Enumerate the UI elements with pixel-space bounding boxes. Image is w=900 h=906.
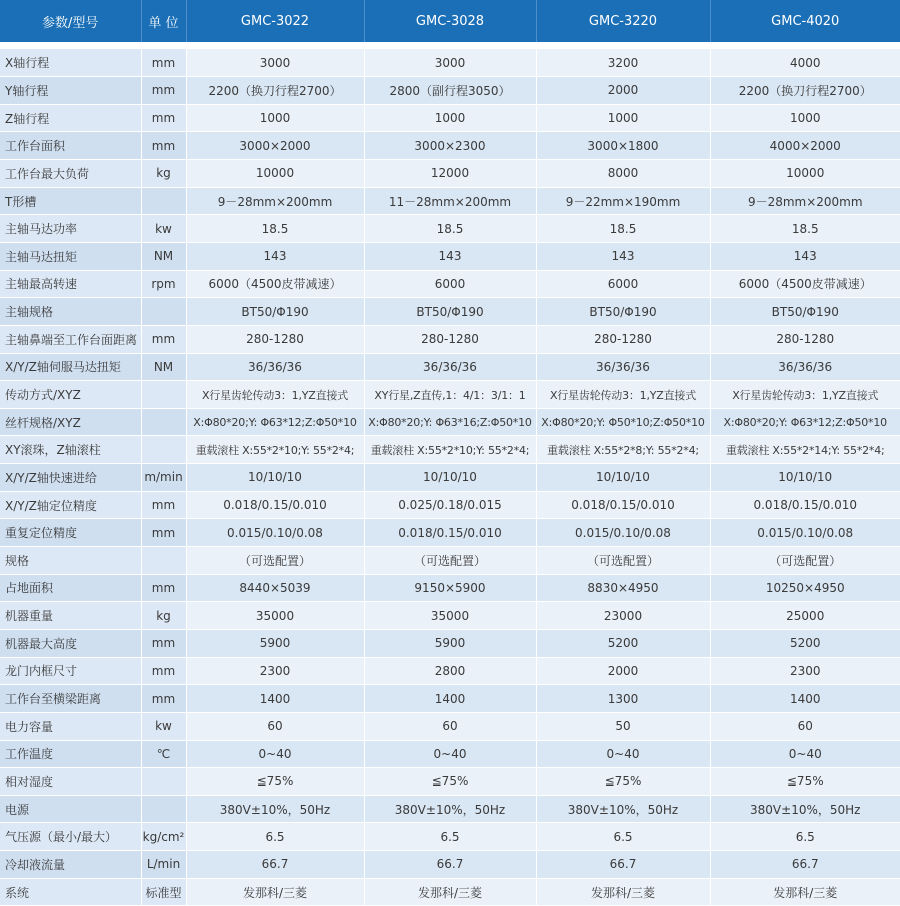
param-cell: 规格 <box>0 547 141 575</box>
value-cell-model-1: 66.7 <box>186 851 364 879</box>
value-cell-model-2: 3000 <box>364 49 536 77</box>
unit-cell: L/min <box>141 851 186 879</box>
table-row <box>0 519 900 547</box>
value-cell-model-2: 0~40 <box>364 740 536 768</box>
value-cell-model-3: 6.5 <box>536 823 710 851</box>
header-model-4: GMC-4020 <box>710 0 900 42</box>
value-cell-model-2: 1000 <box>364 104 536 132</box>
unit-cell: kg/cm² <box>141 823 186 851</box>
unit-cell: ℃ <box>141 740 186 768</box>
value-cell-model-3: 1300 <box>536 685 710 713</box>
value-cell-model-2: XY行星,Z直传,1：4/1：3/1：1 <box>364 381 536 409</box>
value-cell-model-1: 2200（换刀行程2700） <box>186 77 364 105</box>
unit-cell: mm <box>141 77 186 105</box>
value-cell-model-2: 3000×2300 <box>364 132 536 160</box>
table-row <box>0 657 900 685</box>
header-model-3: GMC-3220 <box>536 0 710 42</box>
param-cell: 电力容量 <box>0 712 141 740</box>
value-cell-model-2: 发那科/三菱 <box>364 878 536 906</box>
value-cell-model-2: 143 <box>364 242 536 270</box>
param-cell: 主轴最高转速 <box>0 270 141 298</box>
param-cell: 工作温度 <box>0 740 141 768</box>
param-cell: 传动方式/XYZ <box>0 381 141 409</box>
value-cell-model-3: 0.018/0.15/0.010 <box>536 491 710 519</box>
value-cell-model-3: X:Φ80*20;Y: Φ50*10;Z:Φ50*10 <box>536 408 710 436</box>
value-cell-model-1: 8440×5039 <box>186 574 364 602</box>
value-cell-model-4: 1000 <box>710 104 900 132</box>
param-cell: 主轴马达功率 <box>0 215 141 243</box>
value-cell-model-3: 5200 <box>536 629 710 657</box>
param-cell: Y轴行程 <box>0 77 141 105</box>
unit-cell <box>141 547 186 575</box>
value-cell-model-1: 3000 <box>186 49 364 77</box>
value-cell-model-3: 23000 <box>536 602 710 630</box>
unit-cell: mm <box>141 657 186 685</box>
value-cell-model-3: 8830×4950 <box>536 574 710 602</box>
table-header <box>0 0 900 42</box>
value-cell-model-4: 36/36/36 <box>710 353 900 381</box>
param-cell: 工作台面积 <box>0 132 141 160</box>
unit-cell: kw <box>141 215 186 243</box>
param-cell: 冷却液流量 <box>0 851 141 879</box>
value-cell-model-3: 6000 <box>536 270 710 298</box>
value-cell-model-2: 0.025/0.18/0.015 <box>364 491 536 519</box>
value-cell-model-2: 重载滚柱 X:55*2*10;Y: 55*2*4; <box>364 436 536 464</box>
table-row <box>0 436 900 464</box>
param-cell: X轴行程 <box>0 49 141 77</box>
table-row <box>0 491 900 519</box>
value-cell-model-3: 143 <box>536 242 710 270</box>
value-cell-model-2: 12000 <box>364 160 536 188</box>
param-cell: 主轴马达扭矩 <box>0 242 141 270</box>
value-cell-model-4: ≦75% <box>710 768 900 796</box>
value-cell-model-2: 66.7 <box>364 851 536 879</box>
table-row <box>0 712 900 740</box>
value-cell-model-1: 2300 <box>186 657 364 685</box>
table-row <box>0 242 900 270</box>
value-cell-model-2: 18.5 <box>364 215 536 243</box>
value-cell-model-4: 2200（换刀行程2700） <box>710 77 900 105</box>
value-cell-model-3: 重载滚柱 X:55*2*8;Y: 55*2*4; <box>536 436 710 464</box>
value-cell-model-2: 9150×5900 <box>364 574 536 602</box>
value-cell-model-4: 4000 <box>710 49 900 77</box>
table-row <box>0 685 900 713</box>
table-row <box>0 823 900 851</box>
param-cell: 气压源（最小/最大） <box>0 823 141 851</box>
unit-cell <box>141 436 186 464</box>
value-cell-model-1: 6000（4500皮带减速） <box>186 270 364 298</box>
value-cell-model-2: 5900 <box>364 629 536 657</box>
value-cell-model-4: 10000 <box>710 160 900 188</box>
value-cell-model-2: 280-1280 <box>364 325 536 353</box>
table-row <box>0 851 900 879</box>
value-cell-model-3: 2000 <box>536 77 710 105</box>
value-cell-model-3: 280-1280 <box>536 325 710 353</box>
param-cell: X/Y/Z轴定位精度 <box>0 491 141 519</box>
param-cell: Z轴行程 <box>0 104 141 132</box>
param-cell: 电源 <box>0 795 141 823</box>
table-row <box>0 270 900 298</box>
value-cell-model-4: 60 <box>710 712 900 740</box>
table-row <box>0 298 900 326</box>
table-body <box>0 42 900 906</box>
value-cell-model-1: X行星齿轮传动3：1,YZ直接式 <box>186 381 364 409</box>
value-cell-model-1: 60 <box>186 712 364 740</box>
value-cell-model-4: 380V±10%，50Hz <box>710 795 900 823</box>
value-cell-model-3: X行星齿轮传动3：1,YZ直接式 <box>536 381 710 409</box>
value-cell-model-1: 0~40 <box>186 740 364 768</box>
value-cell-model-2: 10/10/10 <box>364 464 536 492</box>
value-cell-model-3: 发那科/三菱 <box>536 878 710 906</box>
header-model-1: GMC-3022 <box>186 0 364 42</box>
value-cell-model-3: 0.015/0.10/0.08 <box>536 519 710 547</box>
table-row <box>0 574 900 602</box>
value-cell-model-4: 0~40 <box>710 740 900 768</box>
value-cell-model-3: 10/10/10 <box>536 464 710 492</box>
value-cell-model-4: 25000 <box>710 602 900 630</box>
table-row <box>0 740 900 768</box>
unit-cell: mm <box>141 491 186 519</box>
value-cell-model-3: 9－22mm×190mm <box>536 187 710 215</box>
table-row <box>0 325 900 353</box>
header-gap <box>0 42 900 49</box>
unit-cell: m/min <box>141 464 186 492</box>
value-cell-model-1: 36/36/36 <box>186 353 364 381</box>
value-cell-model-3: 8000 <box>536 160 710 188</box>
table-row <box>0 629 900 657</box>
unit-cell <box>141 381 186 409</box>
value-cell-model-4: 0.018/0.15/0.010 <box>710 491 900 519</box>
value-cell-model-1: 6.5 <box>186 823 364 851</box>
value-cell-model-1: 380V±10%，50Hz <box>186 795 364 823</box>
header-param: 参数/型号 <box>0 0 141 42</box>
param-cell: 主轴鼻端至工作台面距离 <box>0 325 141 353</box>
value-cell-model-4: 9－28mm×200mm <box>710 187 900 215</box>
value-cell-model-1: 1400 <box>186 685 364 713</box>
table-row <box>0 132 900 160</box>
table-row <box>0 878 900 906</box>
value-cell-model-3: 36/36/36 <box>536 353 710 381</box>
value-cell-model-2: 60 <box>364 712 536 740</box>
value-cell-model-3: 0~40 <box>536 740 710 768</box>
unit-cell: NM <box>141 242 186 270</box>
value-cell-model-2: BT50/Φ190 <box>364 298 536 326</box>
table-row <box>0 547 900 575</box>
unit-cell: mm <box>141 574 186 602</box>
value-cell-model-3: 3000×1800 <box>536 132 710 160</box>
param-cell: T形槽 <box>0 187 141 215</box>
table-row <box>0 602 900 630</box>
table-row <box>0 77 900 105</box>
value-cell-model-2: 11－28mm×200mm <box>364 187 536 215</box>
value-cell-model-1: 重载滚柱 X:55*2*10;Y: 55*2*4; <box>186 436 364 464</box>
value-cell-model-4: 2300 <box>710 657 900 685</box>
value-cell-model-2: 2800（副行程3050） <box>364 77 536 105</box>
value-cell-model-4: 1400 <box>710 685 900 713</box>
unit-cell <box>141 408 186 436</box>
value-cell-model-4: X:Φ80*20;Y: Φ63*12;Z:Φ50*10 <box>710 408 900 436</box>
unit-cell <box>141 795 186 823</box>
value-cell-model-2: 36/36/36 <box>364 353 536 381</box>
value-cell-model-3: 380V±10%，50Hz <box>536 795 710 823</box>
table-row <box>0 768 900 796</box>
header-model-2: GMC-3028 <box>364 0 536 42</box>
unit-cell: mm <box>141 132 186 160</box>
value-cell-model-4: 6000（4500皮带减速） <box>710 270 900 298</box>
value-cell-model-1: 10000 <box>186 160 364 188</box>
unit-cell: 标准型 <box>141 878 186 906</box>
unit-cell: mm <box>141 325 186 353</box>
value-cell-model-1: 280-1280 <box>186 325 364 353</box>
value-cell-model-4: 重载滚柱 X:55*2*14;Y: 55*2*4; <box>710 436 900 464</box>
table-row <box>0 187 900 215</box>
value-cell-model-1: 发那科/三菱 <box>186 878 364 906</box>
value-cell-model-1: 18.5 <box>186 215 364 243</box>
value-cell-model-4: 10250×4950 <box>710 574 900 602</box>
value-cell-model-2: （可选配置） <box>364 547 536 575</box>
table-row <box>0 215 900 243</box>
value-cell-model-2: ≦75% <box>364 768 536 796</box>
param-cell: 机器重量 <box>0 602 141 630</box>
param-cell: XY滚珠，Z轴滚柱 <box>0 436 141 464</box>
value-cell-model-1: ≦75% <box>186 768 364 796</box>
value-cell-model-4: BT50/Φ190 <box>710 298 900 326</box>
param-cell: 系统 <box>0 878 141 906</box>
unit-cell: mm <box>141 519 186 547</box>
value-cell-model-3: 50 <box>536 712 710 740</box>
table-row <box>0 160 900 188</box>
unit-cell <box>141 187 186 215</box>
value-cell-model-1: 0.018/0.15/0.010 <box>186 491 364 519</box>
value-cell-model-2: 35000 <box>364 602 536 630</box>
table-row <box>0 104 900 132</box>
value-cell-model-3: 18.5 <box>536 215 710 243</box>
unit-cell: mm <box>141 685 186 713</box>
unit-cell: kw <box>141 712 186 740</box>
table-row <box>0 795 900 823</box>
table-row <box>0 408 900 436</box>
value-cell-model-4: 发那科/三菱 <box>710 878 900 906</box>
param-cell: 工作台至横梁距离 <box>0 685 141 713</box>
param-cell: 丝杆规格/XYZ <box>0 408 141 436</box>
value-cell-model-2: 2800 <box>364 657 536 685</box>
value-cell-model-3: BT50/Φ190 <box>536 298 710 326</box>
value-cell-model-4: 18.5 <box>710 215 900 243</box>
value-cell-model-4: 6.5 <box>710 823 900 851</box>
unit-cell: kg <box>141 602 186 630</box>
param-cell: 龙门内框尺寸 <box>0 657 141 685</box>
value-cell-model-4: 10/10/10 <box>710 464 900 492</box>
value-cell-model-2: 0.018/0.15/0.010 <box>364 519 536 547</box>
table-row <box>0 49 900 77</box>
param-cell: 机器最大高度 <box>0 629 141 657</box>
value-cell-model-1: 3000×2000 <box>186 132 364 160</box>
value-cell-model-1: BT50/Φ190 <box>186 298 364 326</box>
value-cell-model-4: 0.015/0.10/0.08 <box>710 519 900 547</box>
unit-cell: NM <box>141 353 186 381</box>
value-cell-model-2: 6.5 <box>364 823 536 851</box>
value-cell-model-4: 5200 <box>710 629 900 657</box>
unit-cell: mm <box>141 49 186 77</box>
unit-cell: kg <box>141 160 186 188</box>
value-cell-model-4: X行星齿轮传动3：1,YZ直接式 <box>710 381 900 409</box>
value-cell-model-1: 0.015/0.10/0.08 <box>186 519 364 547</box>
header-unit: 单 位 <box>141 0 186 42</box>
value-cell-model-1: 35000 <box>186 602 364 630</box>
value-cell-model-4: 280-1280 <box>710 325 900 353</box>
value-cell-model-3: 66.7 <box>536 851 710 879</box>
value-cell-model-1: 9－28mm×200mm <box>186 187 364 215</box>
param-cell: 主轴规格 <box>0 298 141 326</box>
value-cell-model-3: 2000 <box>536 657 710 685</box>
header-row <box>0 0 900 42</box>
value-cell-model-4: （可选配置） <box>710 547 900 575</box>
value-cell-model-3: （可选配置） <box>536 547 710 575</box>
value-cell-model-3: ≦75% <box>536 768 710 796</box>
value-cell-model-4: 4000×2000 <box>710 132 900 160</box>
value-cell-model-1: X:Φ80*20;Y: Φ63*12;Z:Φ50*10 <box>186 408 364 436</box>
value-cell-model-1: 1000 <box>186 104 364 132</box>
value-cell-model-4: 143 <box>710 242 900 270</box>
unit-cell: mm <box>141 629 186 657</box>
unit-cell: mm <box>141 104 186 132</box>
value-cell-model-3: 3200 <box>536 49 710 77</box>
value-cell-model-1: 10/10/10 <box>186 464 364 492</box>
value-cell-model-1: （可选配置） <box>186 547 364 575</box>
param-cell: 占地面积 <box>0 574 141 602</box>
param-cell: 工作台最大负荷 <box>0 160 141 188</box>
unit-cell: rpm <box>141 270 186 298</box>
value-cell-model-4: 66.7 <box>710 851 900 879</box>
param-cell: 相对湿度 <box>0 768 141 796</box>
value-cell-model-2: 380V±10%，50Hz <box>364 795 536 823</box>
value-cell-model-2: X:Φ80*20;Y: Φ63*16;Z:Φ50*10 <box>364 408 536 436</box>
value-cell-model-1: 5900 <box>186 629 364 657</box>
param-cell: X/Y/Z轴伺服马达扭矩 <box>0 353 141 381</box>
param-cell: 重复定位精度 <box>0 519 141 547</box>
value-cell-model-2: 1400 <box>364 685 536 713</box>
param-cell: X/Y/Z轴快速进给 <box>0 464 141 492</box>
value-cell-model-1: 143 <box>186 242 364 270</box>
unit-cell <box>141 298 186 326</box>
unit-cell <box>141 768 186 796</box>
table-row <box>0 381 900 409</box>
value-cell-model-2: 6000 <box>364 270 536 298</box>
table-row <box>0 464 900 492</box>
table-row <box>0 353 900 381</box>
value-cell-model-3: 1000 <box>536 104 710 132</box>
